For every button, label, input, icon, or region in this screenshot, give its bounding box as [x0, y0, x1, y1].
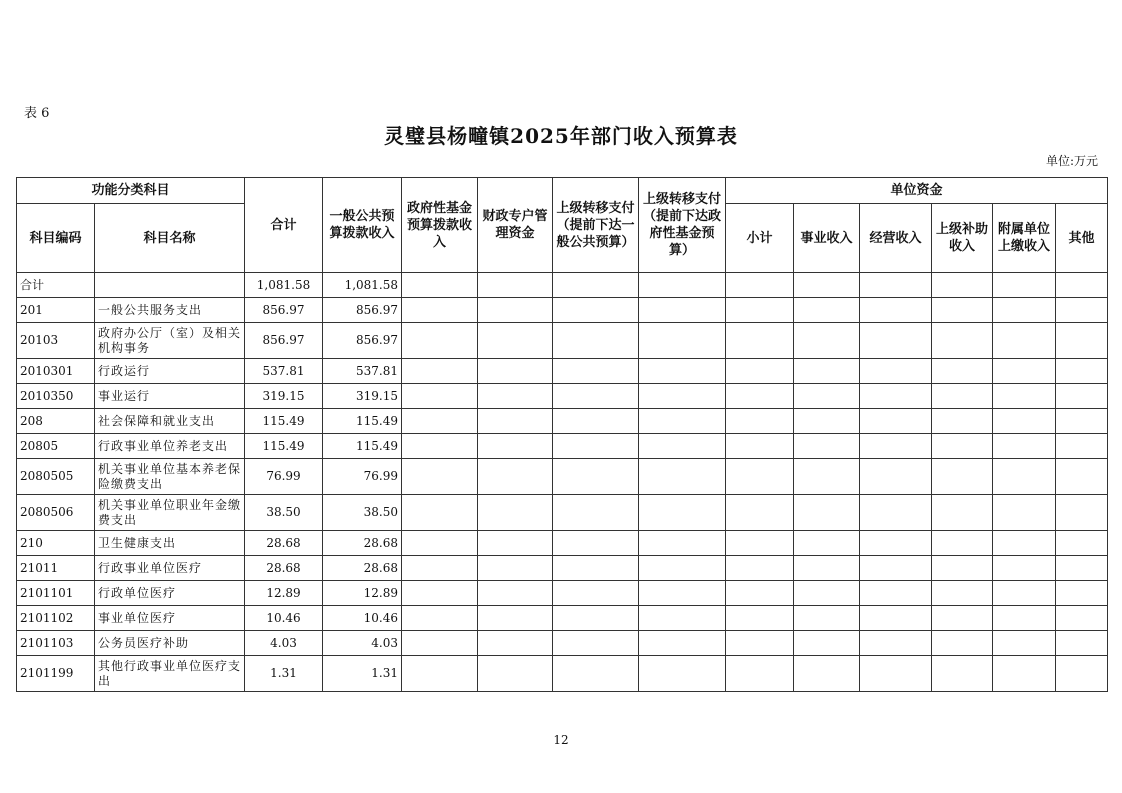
table-row: [17, 656, 1108, 692]
header-gov-fund-budget: 政府性基金预算拨款收入: [402, 178, 478, 273]
row-general-budget: 76.99: [323, 459, 402, 495]
row-name: 行政事业单位养老支出: [95, 434, 245, 459]
unit-label: 单位:万元: [1045, 154, 1098, 168]
row-code: 20805: [17, 434, 95, 459]
table-row: [17, 359, 1108, 384]
row-name: 卫生健康支出: [95, 531, 245, 556]
table-number-label: 表 6: [24, 106, 50, 121]
row-general-budget: 4.03: [323, 631, 402, 656]
row-general-budget: 38.50: [323, 495, 402, 531]
table-row: [17, 631, 1108, 656]
table-row: [17, 556, 1108, 581]
table-row: [17, 459, 1108, 495]
header-row-1: [17, 178, 1108, 204]
row-general-budget: 115.49: [323, 409, 402, 434]
table-row: [17, 409, 1108, 434]
row-name: 事业运行: [95, 384, 245, 409]
row-code: 2101199: [17, 656, 95, 692]
row-code: 208: [17, 409, 95, 434]
table-row: [17, 606, 1108, 631]
row-total: 38.50: [245, 495, 323, 531]
row-total: 28.68: [245, 556, 323, 581]
header-operating-income: 经营收入: [860, 204, 932, 273]
budget-table: [16, 177, 1108, 692]
row-name: 政府办公厅（室）及相关机构事务: [95, 323, 245, 359]
header-subject-code: 科目编码: [17, 204, 95, 273]
table-row: [17, 495, 1108, 531]
row-code: 2080505: [17, 459, 95, 495]
row-total: 12.89: [245, 581, 323, 606]
header-subtotal: 小计: [726, 204, 794, 273]
row-general-budget: 856.97: [323, 323, 402, 359]
table-row: [17, 581, 1108, 606]
row-general-budget: 10.46: [323, 606, 402, 631]
row-name: 其他行政事业单位医疗支出: [95, 656, 245, 692]
row-general-budget: 28.68: [323, 556, 402, 581]
table-row: [17, 298, 1108, 323]
header-total: 合计: [245, 178, 323, 273]
row-general-budget: 537.81: [323, 359, 402, 384]
row-total: 115.49: [245, 434, 323, 459]
header-affiliate-income: 附属单位上缴收入: [993, 204, 1056, 273]
header-functional-classification: 功能分类科目: [17, 178, 245, 204]
header-transfer-fund: 上级转移支付（提前下达政府性基金预算）: [639, 178, 726, 273]
header-fiscal-special-account: 财政专户管理资金: [478, 178, 553, 273]
row-name: 机关事业单位基本养老保险缴费支出: [95, 459, 245, 495]
row-code: 2080506: [17, 495, 95, 531]
table-body: [17, 273, 1108, 692]
row-general-budget: 115.49: [323, 434, 402, 459]
row-code: 21011: [17, 556, 95, 581]
row-total: 115.49: [245, 409, 323, 434]
row-code: 2010301: [17, 359, 95, 384]
row-name: 一般公共服务支出: [95, 298, 245, 323]
row-general-budget: 1,081.58: [323, 273, 402, 298]
row-total: 28.68: [245, 531, 323, 556]
row-code: 210: [17, 531, 95, 556]
row-name: 行政单位医疗: [95, 581, 245, 606]
row-general-budget: 28.68: [323, 531, 402, 556]
row-general-budget: 856.97: [323, 298, 402, 323]
row-total: 76.99: [245, 459, 323, 495]
row-code: 合计: [17, 273, 95, 298]
row-name: 事业单位医疗: [95, 606, 245, 631]
row-code: 2010350: [17, 384, 95, 409]
row-name: 社会保障和就业支出: [95, 409, 245, 434]
header-subject-name: 科目名称: [95, 204, 245, 273]
row-total: 1.31: [245, 656, 323, 692]
table-row: [17, 531, 1108, 556]
page-number: 12: [553, 733, 569, 747]
table-row-total: [17, 273, 1108, 298]
header-superior-subsidy: 上级补助收入: [932, 204, 993, 273]
header-general-budget: 一般公共预算拨款收入: [323, 178, 402, 273]
header-transfer-general: 上级转移支付（提前下达一般公共预算）: [553, 178, 639, 273]
row-code: 201: [17, 298, 95, 323]
row-total: 1,081.58: [245, 273, 323, 298]
row-code: 2101103: [17, 631, 95, 656]
row-total: 856.97: [245, 298, 323, 323]
header-business-income: 事业收入: [794, 204, 860, 273]
row-general-budget: 12.89: [323, 581, 402, 606]
table-row: [17, 434, 1108, 459]
row-name: 行政运行: [95, 359, 245, 384]
row-total: 4.03: [245, 631, 323, 656]
row-total: 856.97: [245, 323, 323, 359]
row-total: 319.15: [245, 384, 323, 409]
row-name: 公务员医疗补助: [95, 631, 245, 656]
row-general-budget: 1.31: [323, 656, 402, 692]
row-general-budget: 319.15: [323, 384, 402, 409]
table-row: [17, 323, 1108, 359]
row-name: 行政事业单位医疗: [95, 556, 245, 581]
row-code: 20103: [17, 323, 95, 359]
header-other: 其他: [1056, 204, 1108, 273]
row-code: 2101101: [17, 581, 95, 606]
row-total: 537.81: [245, 359, 323, 384]
table-row: [17, 384, 1108, 409]
row-code: 2101102: [17, 606, 95, 631]
row-name: 机关事业单位职业年金缴费支出: [95, 495, 245, 531]
document-title: 灵璧县杨疃镇2025年部门收入预算表: [384, 124, 738, 148]
header-unit-funds: 单位资金: [726, 178, 1108, 204]
row-name: [95, 273, 245, 298]
row-total: 10.46: [245, 606, 323, 631]
